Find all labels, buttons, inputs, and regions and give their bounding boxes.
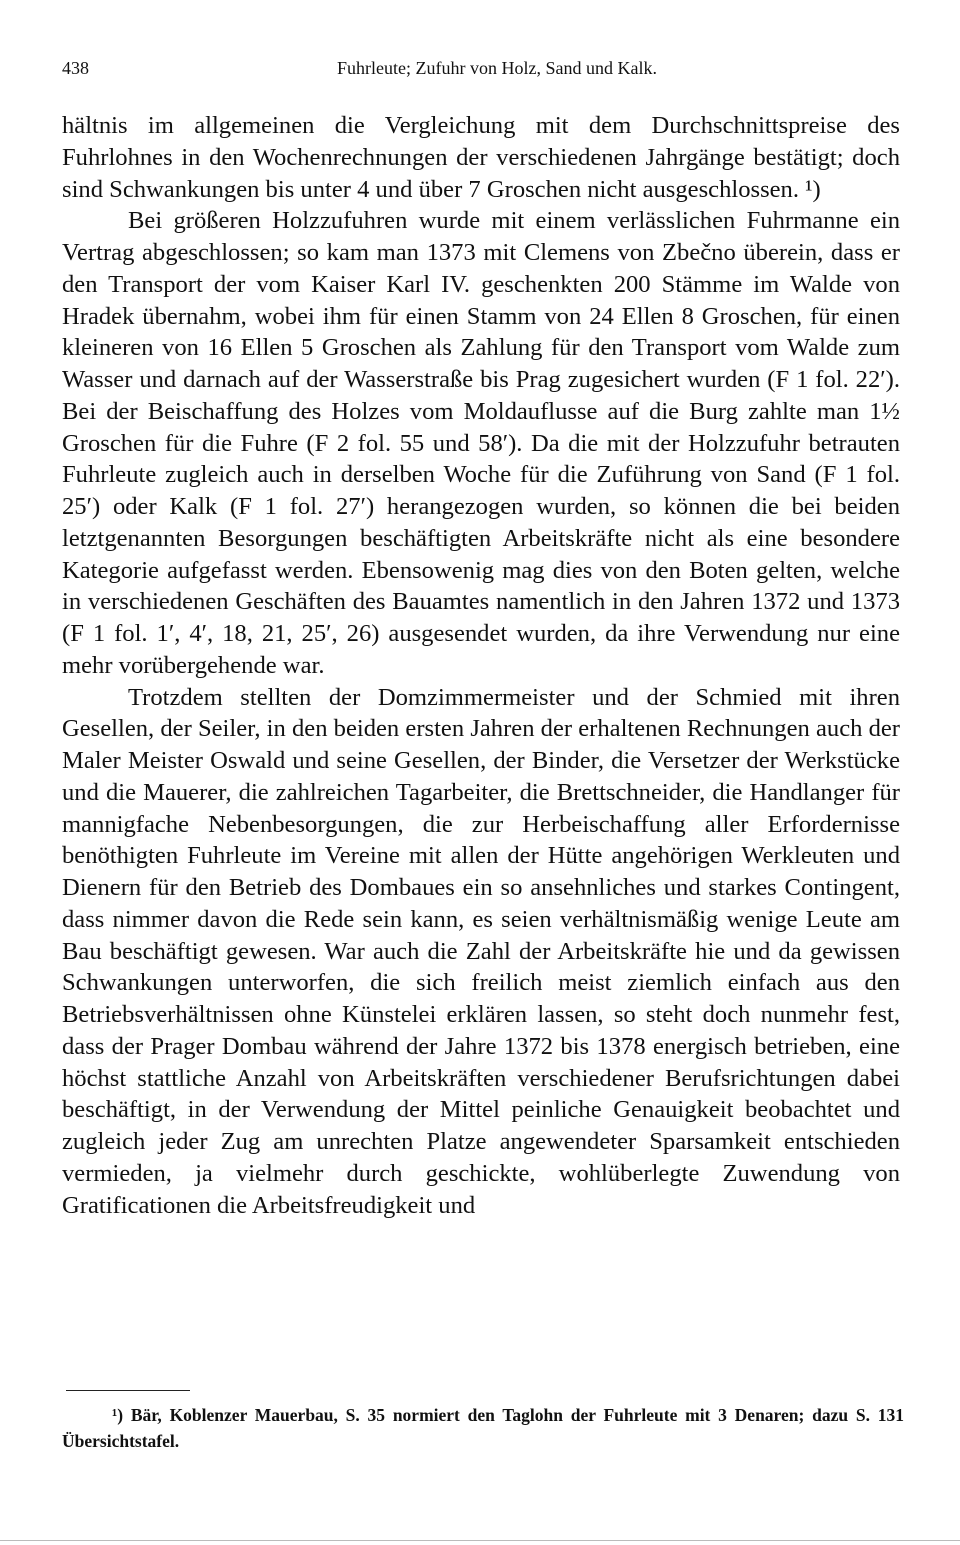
paragraph-continued: hältnis im allgemeinen die Vergleichung mit dem Durchschnittspreise des Fuhrlohnes in den Wochenrechnungen der verschiedenen Jahrgänge bestätigt; doch sind Schwankungen bis unter 4 und über 7 Groschen nicht ausgeschlossen. ¹) <box>62 112 900 203</box>
page-bottom-divider <box>0 1540 960 1541</box>
paragraph: Bei größeren Holzzufuhren wurde mit einem verlässlichen Fuhrmanne ein Vertrag abgeschlossen; so kam man 1373 mit Clemens von Zbečno überein, dass er den Transport der vom Kaiser Karl IV. geschenkten 200 Stämme im Walde von Hradek übernahm, wobei ihm für einen Stamm von 24 Ellen 8 Groschen, für einen kleineren von 16 Ellen 5 Groschen als Zahlung für den Transport vom Walde zum Wasser und darnach auf der Wasserstraße bis Prag zugesichert wurden (F 1 fol. 22′). Bei der Beischaffung des Holzes vom Moldauflusse auf die Burg zahlte man 1½ Groschen für die Fuhre (F 2 fol. 55 und 58′). Da die mit der Holzzufuhr betrauten Fuhrleute zugleich auch in derselben Woche für die Zuführung von Sand (F 1 fol. 25′) oder Kalk (F 1 fol. 27′) herangezogen wurden, so können die bei beiden letztgenannten Besorgungen beschäftigten Arbeitskräfte nicht als eine besondere Kategorie aufgefasst werden. Ebensowenig mag dies von den Boten gelten, welche in verschiedenen Geschäften des Bauamtes namentlich in den Jahren 1372 und 1373 (F 1 fol. 1′, 4′, 18, 21, 25′, 26) ausgesendet wurden, da ihre Verwendung nur eine mehr vorübergehende war. <box>62 207 900 679</box>
page-header <box>62 58 902 86</box>
footnote <box>62 1402 904 1454</box>
body-text <box>62 110 900 1221</box>
paragraph: Trotzdem stellten der Domzimmermeister und der Schmied mit ihren Gesellen, der Seiler, in den beiden ersten Jahren der erhaltenen Rechnungen auch der Maler Meister Oswald und seine Gesellen, der Binder, die Versetzer der Werkstücke und die Mauerer, die zahlreichen Tagarbeiter, die Brettschneider, die Handlanger für mannigfache Nebenbesorgungen, die zur Herbeischaffung aller Erfordernisse benöthigten Fuhrleute im Vereine mit allen der Hütte angehörigen Werkleuten und Dienern für den Betrieb des Dombaues ein so ansehnliches und starkes Contingent, dass nimmer davon die Rede sein kann, es seien verhältnismäßig wenige Leute am Bau beschäftigt gewesen. War auch die Zahl der Arbeitskräfte hie und da gewissen Schwankungen unterworfen, die sich freilich meist ziemlich einfach aus den Betriebsverhältnissen ohne Künstelei erklären lassen, so steht doch nunmehr fest, dass der Prager Dombau während der Jahre 1372 bis 1378 energisch betrieben, eine höchst stattliche Anzahl von Arbeitskräften verschiedener Berufsrichtungen dabei beschäftigt, in der Verwendung der Mittel peinliche Genauigkeit beobachtet und zugleich jeder Zug am unrechten Platze angewendeter Sparsamkeit entschieden vermieden, ja vielmehr durch geschickte, wohlüberlegte Zuwendung von Gratificationen die Arbeitsfreudigkeit und <box>62 683 900 1219</box>
footnote-text: ¹) Bär, Koblenzer Mauerbau, S. 35 normiert den Taglohn der Fuhrleute mit 3 Denaren; dazu S. 131 Übersichtstafel. <box>62 1405 904 1451</box>
page-number: 438 <box>62 58 89 78</box>
running-head: Fuhrleute; Zufuhr von Holz, Sand und Kalk. <box>337 58 657 78</box>
footnote-divider <box>66 1390 190 1391</box>
